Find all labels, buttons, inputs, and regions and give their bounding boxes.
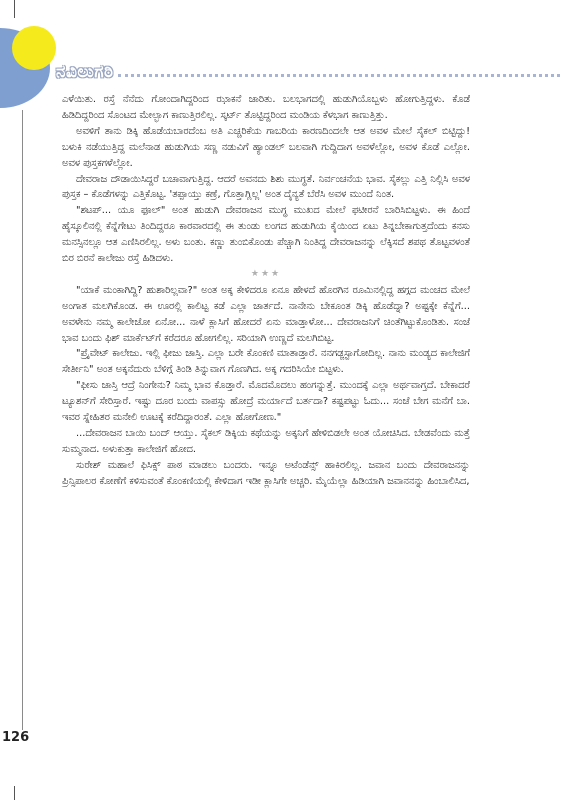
paragraph: ...ದೇವರಾಜನ ಬಾಯಿ ಬಂದ್ ಆಯ್ತು. ಸೈಕಲ್ ಡಿಕ್ಕಿಯ ಕಥೆಯನ್ನು ಅಕ್ಕನಿಗೆ ಹೇಳಿಬಿಡಲೇ ಅಂತ ಯೋಚಿಸಿದ. ಬೇಡವೆಂದು ಮತ್ತೆ ಸುಮ್ಮನಾದ. ಅಳುಕುತ್ತಾ ಕಾಲೇಜಿಗೆ ಹೋದ. (62, 428, 470, 455)
body-text (62, 92, 470, 490)
paragraph: ಸುರೇಶ್ ಮಹಾಲೆ ಫಿಸಿಕ್ಸ್ ಪಾಠ ಮಾಡಲು ಬಂದರು. ಇನ್ನೂ ಅಟೆಂಡೆನ್ಸ್ ಹಾಕಿರಲಿಲ್ಲ. ಜವಾನ ಬಂದು ದೇವರಾಜನನ್ನು ಪ್ರಿನ್ಸಿಪಾಲರ ಕೋಣೆಗೆ ಕಳಿಸುವಂತೆ ಕೊಂಕಣಿಯಲ್ಲಿ ಕೇಳಿದಾಗ ಇಡೀ ಕ್ಲಾಸಿಗೇ ಅಚ್ಚರಿ. ಮೈಯೆಲ್ಲಾ ಹಿಡಿಯಾಗಿ ಜವಾನನನ್ನು ಹಿಂಬಾಲಿಸಿದ, (62, 459, 470, 487)
crop-mark (0, 786, 15, 800)
paragraph: ದೇವರಾಜ ದೌಡಾಯಿಸಿದ್ದರೆ ಬಚಾವಾಗುತ್ತಿದ್ದ. ಆದರೆ ಅವನದು ಶಿಶು ಮುಗ್ಧತೆ. ನಿರ್ವಂಚನೆಯ ಭಾವ. ಸೈಕಲ್ಲು ಎತ್ತಿ ನಿಲ್ಲಿಸಿ ಅವಳ ಪುಸ್ತಕ – ಕೊಡೆಗಳನ್ನು ಎತ್ತಿಕೊಟ್ಟ. 'ತಪ್ಪಾಯ್ತು ಕಣ್ರೆ, ಗೊತ್ತಾಗ್ಲಿಲ್ಲ' ಅಂತ ದೈನ್ಯತೆ ಬೆರೆಸಿ ಅವಳ ಮುಂದೆ ನಿಂತ. (62, 173, 470, 201)
header-dotted-rule (118, 74, 560, 77)
decorative-yellow-circle (12, 26, 56, 70)
paragraph: "ಶಟಪ್... ಯೂ ಫೂಲ್" ಅಂತ ಹುಡುಗಿ ದೇವರಾಜನ ಮುಗ್ಧ ಮುಖದ ಮೇಲೆ ಫಟೀರನೆ ಬಾರಿಸಿಬಿಟ್ಟಳು. ಈ ಹಿಂದೆ ಹೈಸ್ಕೂಲಿನಲ್ಲಿ ಕೆನ್ನೆಗೇಟು ತಿಂದಿದ್ದರೂ ಕಾರವಾರದಲ್ಲಿ ಈ ತುಂಡು ಲಂಗದ ಹುಡುಗಿಯ ಕೈಯಿಂದ ಏಟು ತಿನ್ನಬೇಕಾಗುತ್ತದೆಂದು ಕನಸು ಮನಸ್ಸಿನಲ್ಲೂ ಆತ ಎಣಿಸಿರಲಿಲ್ಲ. ಅಳು ಬಂತು. ಕಣ್ಣು ತುಂಬಿಕೊಂಡು ಪೆಚ್ಚಾಗಿ ನಿಂತಿದ್ದ ದೇವರಾಜನನ್ನು ಲೆಕ್ಕಿಸದೆ ಶಪಥ ತೊಟ್ಟವಳಂತೆ ಬಿರ ಬಿರನೆ ಕಾಲೇಜು ರಸ್ತೆ ಹಿಡಿದಳು. (62, 205, 470, 265)
margin-rule (22, 110, 23, 730)
paragraph: "ಫೀಸು ಜಾಸ್ತಿ ಆದ್ರೆ ನಿಂಗೇನು? ನಿಮ್ಮ ಭಾವ ಕೊಡ್ತಾರೆ. ಮೊದಮೊದಲು ಹಂಗನ್ನುತ್ತೆ. ಮುಂದಕ್ಕೆ ಎಲ್ಲಾ ಅರ್ಥವಾಗ್ತದೆ. ಬೇಕಾದರೆ ಟ್ಯೂಶನ್‌ಗೆ ಸೇರಿಸ್ತಾರೆ. ಇಷ್ಟು ದೂರ ಬಂದು ವಾಪಸ್ಸು ಹೋದ್ರೆ ಮರ್ಯಾದೆ ಬರ್ತದಾ? ಕಷ್ಟಪಟ್ಟು ಓದು... ಸಂಜೆ ಬೇಗ ಮನೆಗೆ ಬಾ. ಇವರ ಸ್ನೇಹಿತರ ಮನೇಲಿ ಊಟಕ್ಕೆ ಕರೆದಿದ್ದಾರಂತೆ. ಎಲ್ಲಾ ಹೋಗೋಣ." (62, 380, 470, 424)
page-number: 126 (2, 730, 30, 745)
section-separator: ★★★ (250, 268, 282, 279)
crop-mark (0, 0, 15, 18)
section-title: ನವಿಲುಗರಿ (56, 62, 114, 82)
paragraph: "ಯಾಕೆ ಮಂಕಾಗಿದ್ದಿ? ಹುಶಾರಿಲ್ಲವಾ?" ಅಂತ ಅಕ್ಕ ಕೇಳಿದರೂ ಏನೂ ಹೇಳದೆ ಹೊರಗಿನ ರೂಮಿನಲ್ಲಿದ್ದ ಹಗ್ಗದ ಮಂಚದ ಮೇಲೆ ಅಂಗಾತ ಮಲಗಿಕೊಂಡ. ಈ ಊರಲ್ಲಿ ಕಾಲಿಟ್ಟ ಕಡೆ ಎಲ್ಲಾ ಜಾರ್ತದೆ. ನಾನೇನು ಬೇಕೂಂತ ಡಿಕ್ಕಿ ಹೊಡೆದ್ನಾ? ಅಷ್ಟಕ್ಕೇ ಕೆನ್ನೆಗೆ... ಅವಳೇನು ನಮ್ಮ ಕಾಲೇಜೋ ಏನೋ... ನಾಳೆ ಕ್ಲಾಸಿಗೆ ಹೋದರೆ ಏನು ಮಾಡ್ತಾಳೋ... ದೇವರಾಜನಿಗೆ ಚಿಂತೆಗಿಟ್ಟುಕೊಂಡಿತು. ಸಂಜೆ ಭಾವ ಬಂದು ಫಿಶ್ ಮಾರ್ಕೆಟ್‌ಗೆ ಕರೆದರೂ ಹೋಗಲಿಲ್ಲ. ಸರಿಯಾಗಿ ಉಣ್ಣದೆ ಮಲಗಿಬಿಟ್ಟ. (62, 284, 470, 344)
paragraph: ಅವಳಿಗೆ ತಾನು ಡಿಕ್ಕಿ ಹೊಡೆಯಬಾರದೆಂಬ ಅತಿ ಎಚ್ಚರಿಕೆಯ ಗಾಬರಿಯ ಕಾರಣದಿಂದಲೇ ಆತ ಅವಳ ಮೇಲೆ ಸೈಕಲ್ ಬಿಟ್ಟಿದ್ದು! ಬಳುಕಿ ನಡೆಯುತ್ತಿದ್ದ ಮಲೆನಾಡ ಹುಡುಗಿಯ ಸಣ್ಣ ನಡುವಿಗೆ ಹ್ಯಾಂಡಲ್ ಬಲವಾಗಿ ಗುದ್ದಿದಾಗ ಅವಳೆಲ್ಲೋ, ಅವಳ ಕೊಡೆ ಎಲ್ಲೋ. ಅವಳ ಪುಸ್ತಕಗಳೆಲ್ಲೋ. (62, 125, 470, 169)
paragraph: "ಪ್ರೈವೇಟ್ ಕಾಲೇಜು. ಇಲ್ಲಿ ಫೀಜು ಜಾಸ್ತಿ. ಎಲ್ಲಾ ಬರೇ ಕೊಂಕಣಿ ಮಾತಾಡ್ತಾರೆ. ನನಗಡ್ಜಸ್ಟಾಗೋದಿಲ್ಲ. ನಾನು ಮಂಡ್ಯದ ಕಾಲೇಜಿಗೆ ಸೇರ್ತೀನಿ" ಅಂತ ಅಕ್ಕನೆದುರು ಬೆಳಿಗ್ಗೆ ತಿಂಡಿ ತಿನ್ನುವಾಗ ಗೊಣಗಿದ. ಅಕ್ಕ ಗದರಿಸಿಯೇ ಬಿಟ್ಟಳು. (62, 348, 470, 376)
paragraph: ಎಳೆಯಿತು. ರಸ್ತೆ ನೆನೆದು ಗೋಂದಾಗಿದ್ದರಿಂದ ಝಾಕನೆ ಜಾರಿತು. ಬಲಭಾಗದಲ್ಲಿ ಹುಡುಗಿಯೊಬ್ಬಳು ಹೋಗುತ್ತಿದ್ದಳು. ಕೊಡೆ ಹಿಡಿದಿದ್ದರಿಂದ ಸೊಂಟದ ಮೇಲ್ಭಾಗ ಕಾಣುತ್ತಿರಲಿಲ್ಲ. ಸ್ಕರ್ಟ್ ತೊಟ್ಟಿದ್ದರಿಂದ ಮಂಡಿಯ ಕೆಳಭಾಗ ಕಾಣುತ್ತಿತ್ತು. (62, 94, 470, 121)
